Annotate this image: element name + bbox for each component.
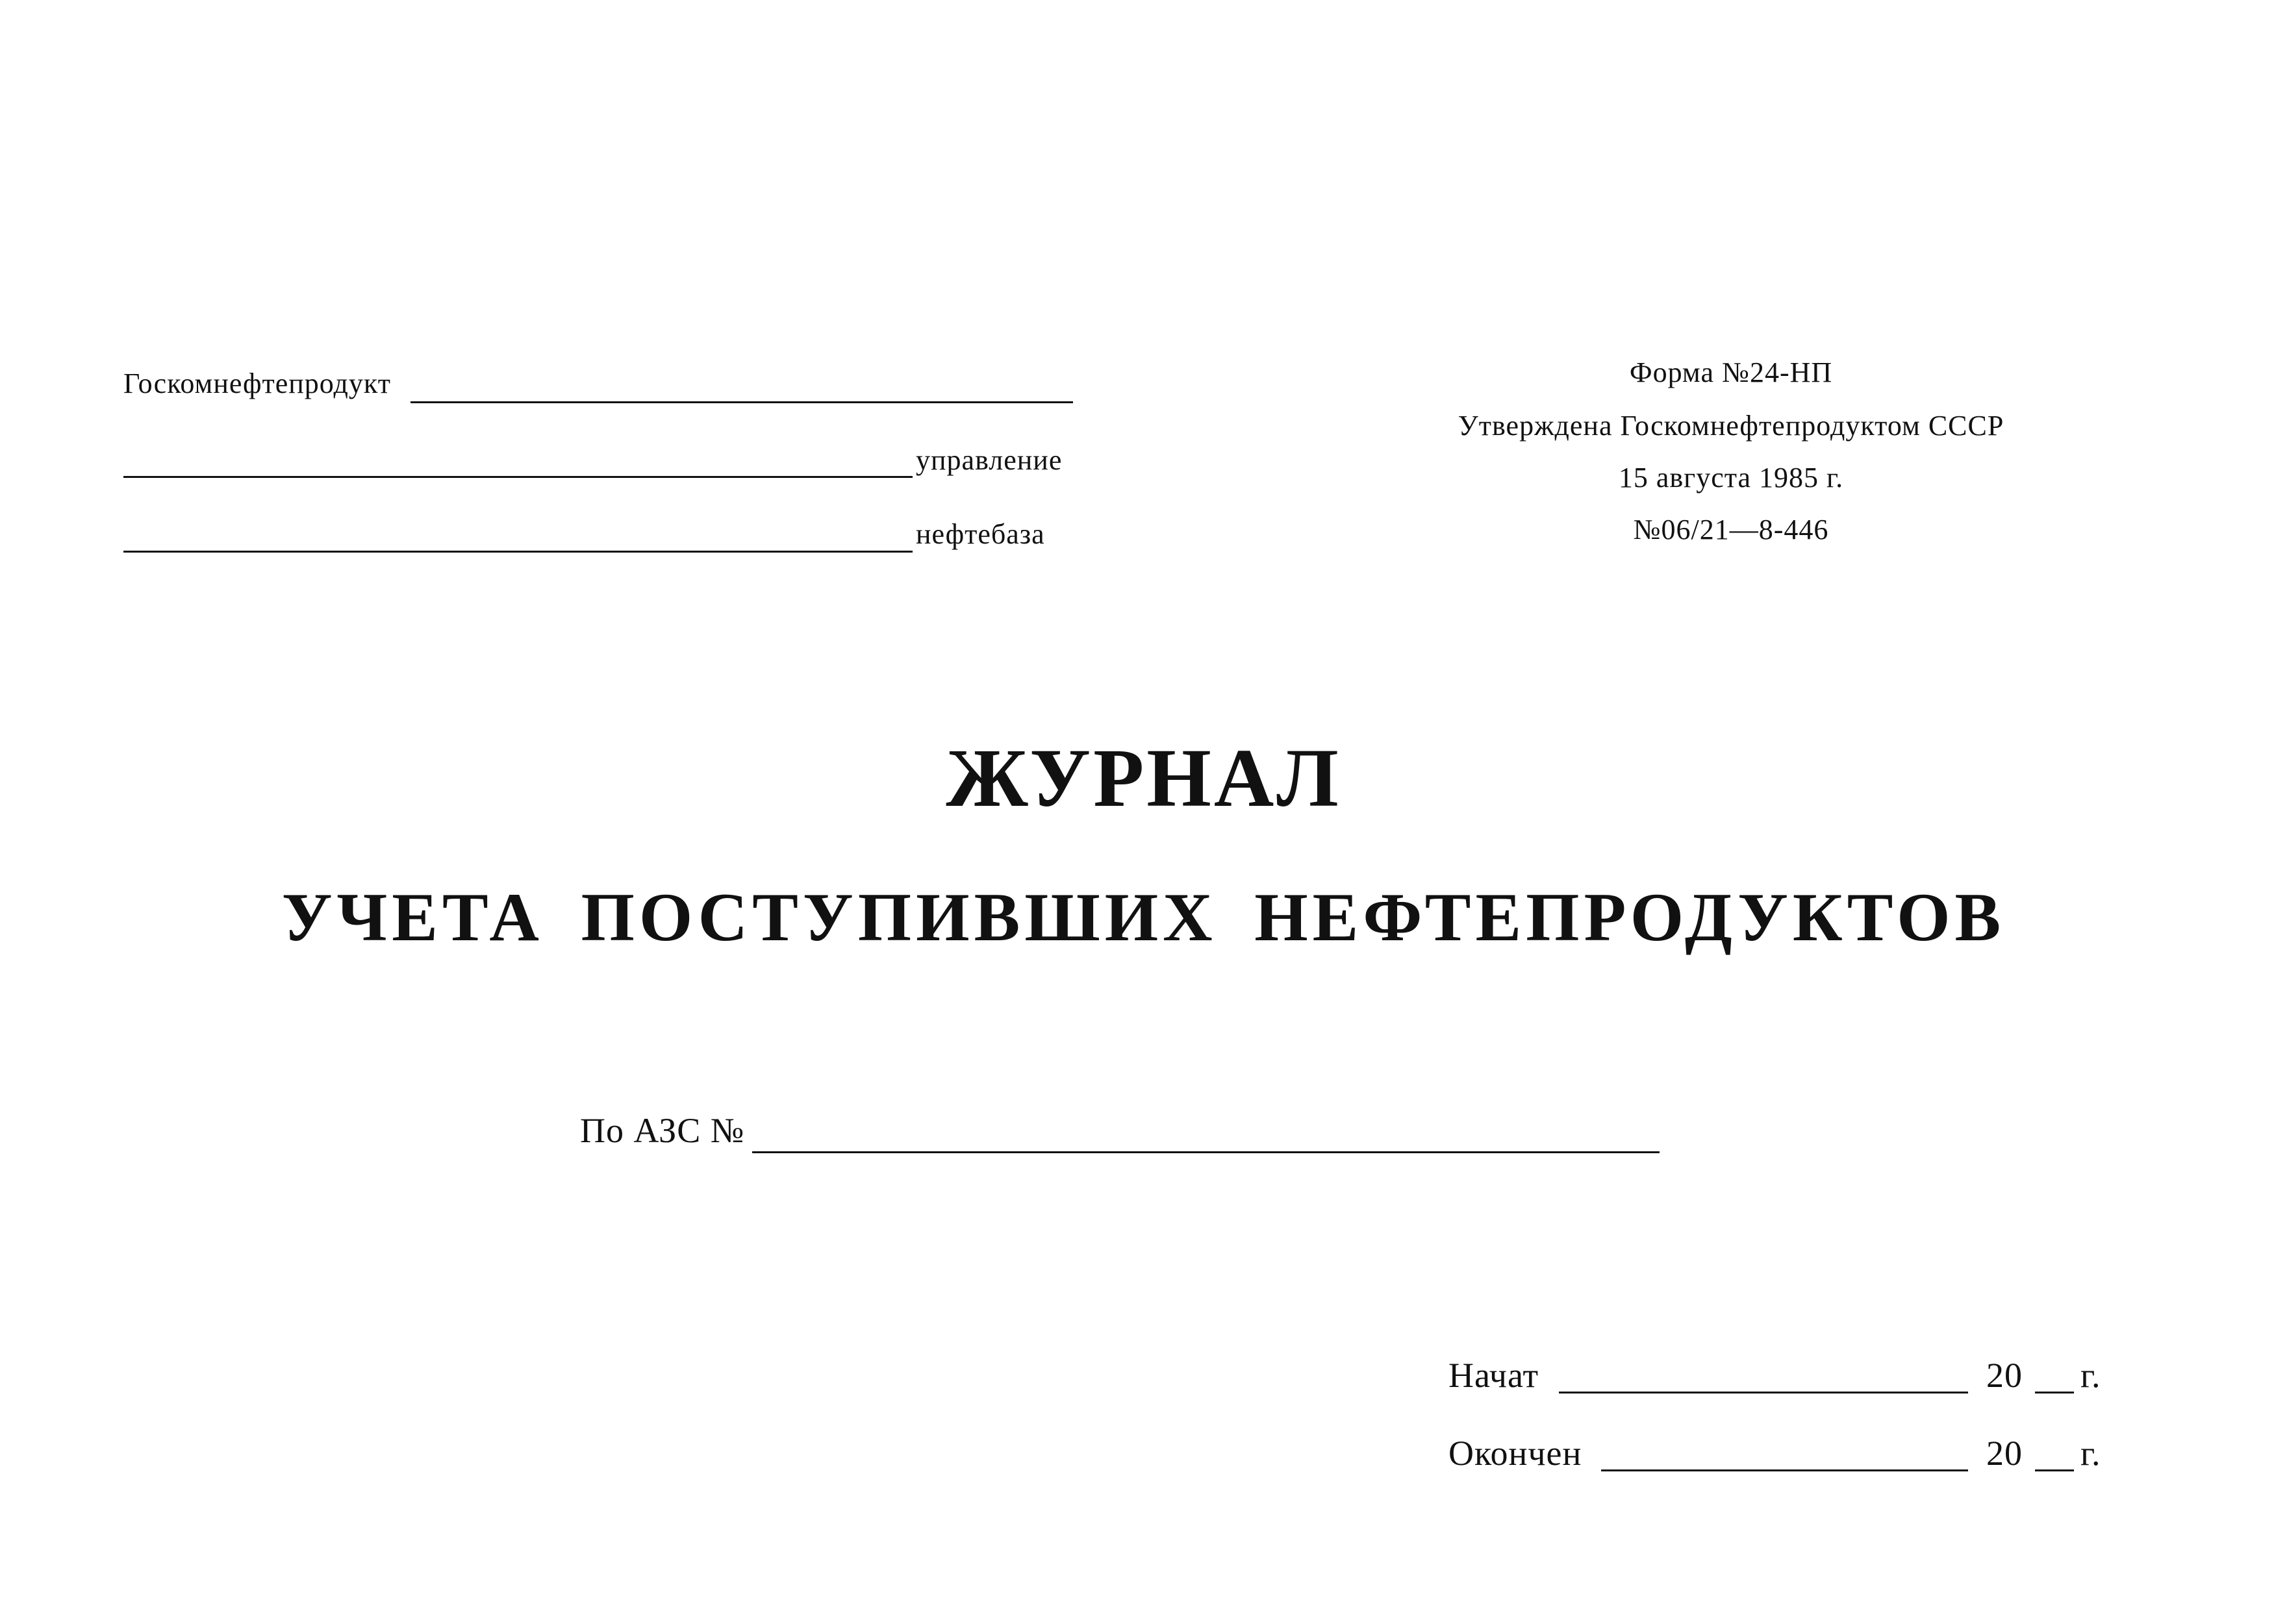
end-year-suffix: г.: [2080, 1434, 2101, 1473]
start-year-prefix: 20: [1986, 1356, 2023, 1395]
department-label: управление: [916, 444, 1063, 476]
approval-number: №06/21—8-446: [1633, 514, 1829, 545]
station-number-field-line[interactable]: [752, 1151, 1660, 1153]
start-year-field-line[interactable]: [2035, 1392, 2074, 1393]
end-year-field-line[interactable]: [2035, 1469, 2074, 1471]
start-date-field-line[interactable]: [1559, 1392, 1968, 1393]
document-subtitle: УЧЕТА ПОСТУПИВШИХ НЕФТЕПРОДУКТОВ: [281, 879, 2006, 955]
start-date-label: Начат: [1448, 1356, 1539, 1395]
form-number: Форма №24-НП: [1629, 356, 1833, 388]
end-date-label: Окончен: [1448, 1434, 1582, 1473]
end-date-field-line[interactable]: [1601, 1469, 1968, 1471]
department-field-line[interactable]: [123, 476, 913, 478]
start-year-suffix: г.: [2080, 1356, 2101, 1395]
base-label: нефтебаза: [916, 518, 1045, 550]
approved-by: Утверждена Госкомнефтепродуктом СССР: [1458, 410, 2004, 442]
organization-field-line[interactable]: [411, 401, 1073, 403]
end-year-prefix: 20: [1986, 1434, 2023, 1473]
organization-label: Госкомнефтепродукт: [123, 368, 391, 399]
base-field-line[interactable]: [123, 551, 913, 553]
document-title: ЖУРНАЛ: [946, 732, 1341, 824]
station-label: По АЗС №: [580, 1111, 745, 1150]
approval-date: 15 августа 1985 г.: [1618, 462, 1844, 493]
